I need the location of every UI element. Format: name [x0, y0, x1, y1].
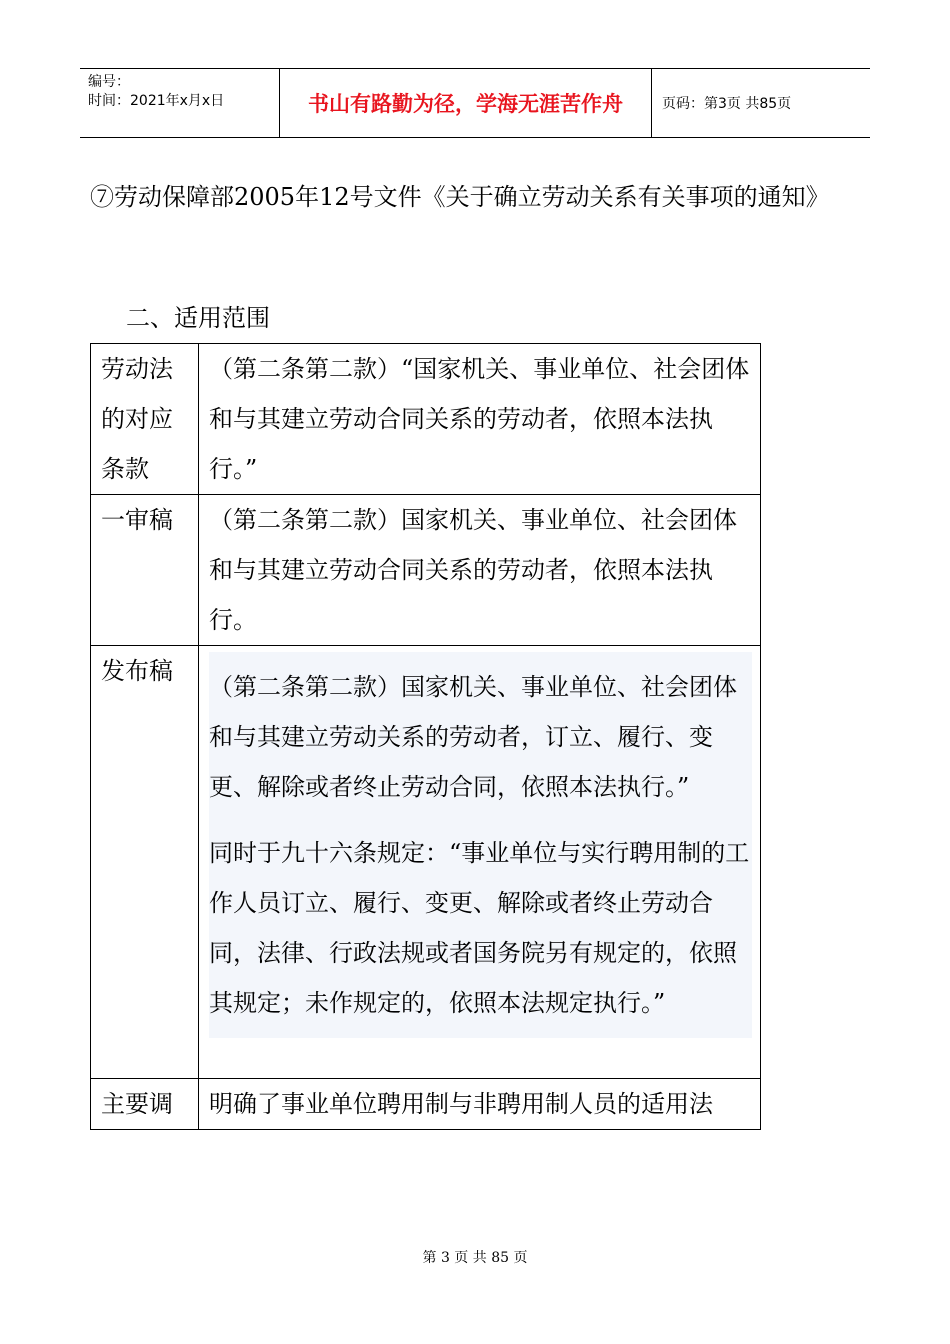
row-label: 一审稿	[91, 495, 199, 646]
header-meta	[80, 69, 280, 137]
serial-label: 编号：	[88, 74, 130, 90]
intro-paragraph: ⑦劳动保障部2005年12号文件《关于确立劳动关系有关事项的通知》	[90, 183, 830, 211]
header-motto: 书山有路勤为径，学海无涯苦作舟	[280, 69, 652, 137]
content-paragraph: 同时于九十六条规定：“事业单位与实行聘用制的工作人员订立、履行、变更、解除或者终止劳动合同，法律、行政法规或者国务院另有规定的，依照其规定；未作规定的，依照本法规定执行。”	[209, 839, 750, 1017]
row-content: 明确了事业单位聘用制与非聘用制人员的适用法	[199, 1079, 761, 1130]
header-page-info: 页码：第3页 共85页	[662, 96, 792, 112]
row-content: （第二条第二款）“国家机关、事业单位、社会团体和与其建立劳动合同关系的劳动者，依照本法执行。”	[199, 344, 761, 495]
table-row	[91, 1079, 761, 1130]
content-paragraph: （第二条第二款）国家机关、事业单位、社会团体和与其建立劳动关系的劳动者，订立、履行、变更、解除或者终止劳动合同，依照本法执行。”	[209, 673, 737, 801]
time-label: 时间：2021年x月x日	[88, 93, 225, 109]
page-footer: 第 3 页 共 85 页	[422, 1250, 528, 1266]
row-label: 发布稿	[91, 646, 199, 1079]
row-content: （第二条第二款）国家机关、事业单位、社会团体和与其建立劳动合同关系的劳动者，依照本法执行。	[199, 495, 761, 646]
row-label: 主要调	[91, 1079, 199, 1130]
row-content	[199, 646, 761, 1079]
comparison-table	[90, 343, 761, 1130]
table-row	[91, 646, 761, 1079]
row-label: 劳动法的对应条款	[91, 344, 199, 495]
section-title: 二、适用范围	[126, 304, 270, 332]
highlighted-block	[209, 652, 752, 1038]
table-row	[91, 495, 761, 646]
table-row	[91, 344, 761, 495]
page-header	[80, 68, 870, 138]
